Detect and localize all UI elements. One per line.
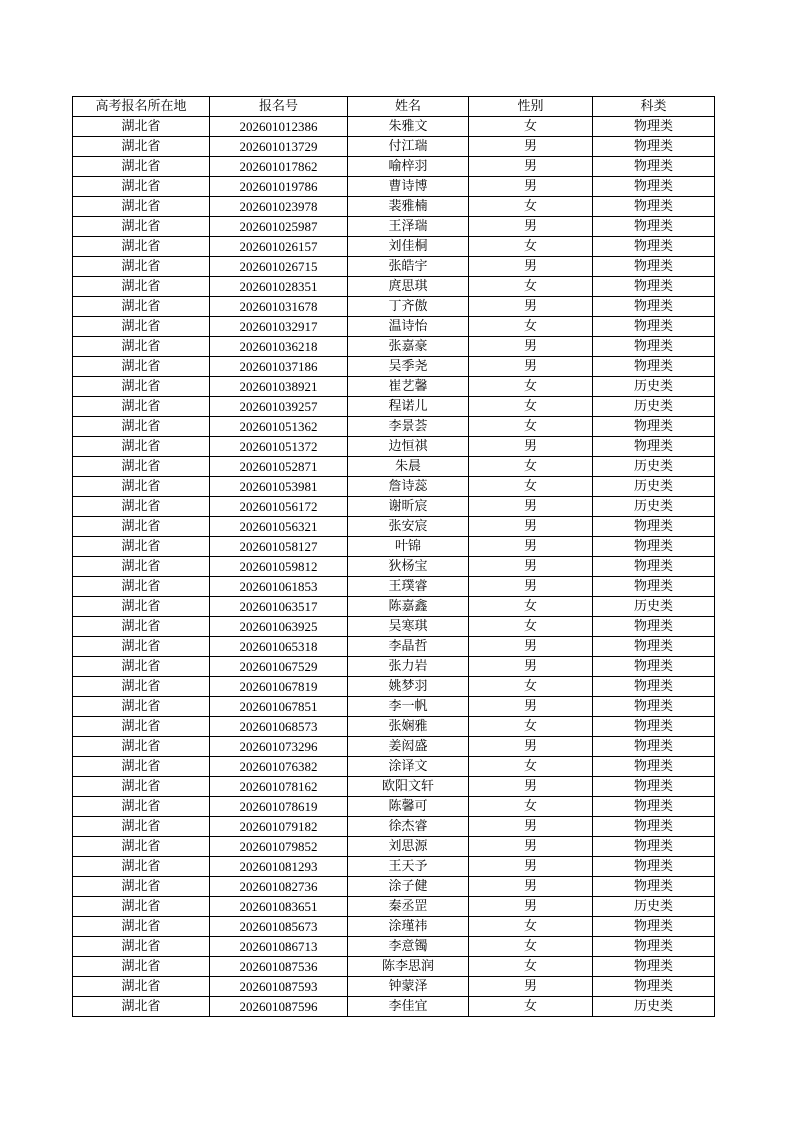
table-row	[73, 577, 715, 597]
table-row	[73, 537, 715, 557]
cell-gender: 女	[469, 597, 593, 617]
cell-name: 付江瑞	[348, 137, 469, 157]
cell-subject-category: 物理类	[593, 757, 715, 777]
cell-gender: 女	[469, 717, 593, 737]
cell-gender: 男	[469, 217, 593, 237]
cell-gender: 男	[469, 697, 593, 717]
cell-gender: 女	[469, 457, 593, 477]
cell-gender: 男	[469, 157, 593, 177]
cell-location: 湖北省	[73, 597, 210, 617]
cell-location: 湖北省	[73, 837, 210, 857]
table-row	[73, 117, 715, 137]
table-row	[73, 597, 715, 617]
cell-gender: 女	[469, 477, 593, 497]
cell-registration-number: 202601017862	[210, 157, 348, 177]
table-row	[73, 857, 715, 877]
cell-subject-category: 物理类	[593, 577, 715, 597]
admission-table	[72, 96, 715, 1017]
cell-name: 喻梓羽	[348, 157, 469, 177]
cell-location: 湖北省	[73, 897, 210, 917]
cell-subject-category: 物理类	[593, 337, 715, 357]
cell-gender: 男	[469, 337, 593, 357]
cell-location: 湖北省	[73, 317, 210, 337]
table-row	[73, 137, 715, 157]
cell-subject-category: 物理类	[593, 617, 715, 637]
cell-location: 湖北省	[73, 477, 210, 497]
cell-gender: 男	[469, 437, 593, 457]
cell-gender: 男	[469, 497, 593, 517]
header-location: 高考报名所在地	[73, 97, 210, 117]
cell-registration-number: 202601078619	[210, 797, 348, 817]
cell-name: 陈李思润	[348, 957, 469, 977]
cell-subject-category: 物理类	[593, 137, 715, 157]
cell-name: 程诺儿	[348, 397, 469, 417]
cell-name: 王泽瑞	[348, 217, 469, 237]
cell-subject-category: 物理类	[593, 677, 715, 697]
cell-location: 湖北省	[73, 857, 210, 877]
cell-registration-number: 202601086713	[210, 937, 348, 957]
cell-subject-category: 物理类	[593, 717, 715, 737]
cell-registration-number: 202601036218	[210, 337, 348, 357]
table-body	[73, 117, 715, 1017]
cell-name: 刘思源	[348, 837, 469, 857]
cell-registration-number: 202601061853	[210, 577, 348, 597]
cell-gender: 女	[469, 417, 593, 437]
cell-registration-number: 202601081293	[210, 857, 348, 877]
cell-gender: 男	[469, 517, 593, 537]
cell-location: 湖北省	[73, 757, 210, 777]
cell-gender: 男	[469, 357, 593, 377]
cell-subject-category: 物理类	[593, 537, 715, 557]
cell-gender: 女	[469, 277, 593, 297]
cell-name: 温诗怡	[348, 317, 469, 337]
cell-subject-category: 历史类	[593, 397, 715, 417]
cell-location: 湖北省	[73, 737, 210, 757]
cell-registration-number: 202601051362	[210, 417, 348, 437]
cell-location: 湖北省	[73, 457, 210, 477]
header-gender: 性别	[469, 97, 593, 117]
cell-location: 湖北省	[73, 997, 210, 1017]
table-row	[73, 977, 715, 997]
cell-location: 湖北省	[73, 937, 210, 957]
cell-subject-category: 物理类	[593, 857, 715, 877]
table-row	[73, 797, 715, 817]
cell-gender: 女	[469, 317, 593, 337]
cell-subject-category: 物理类	[593, 257, 715, 277]
cell-location: 湖北省	[73, 497, 210, 517]
table-row	[73, 357, 715, 377]
cell-name: 吴寒琪	[348, 617, 469, 637]
cell-subject-category: 物理类	[593, 157, 715, 177]
cell-gender: 男	[469, 657, 593, 677]
cell-location: 湖北省	[73, 517, 210, 537]
cell-subject-category: 历史类	[593, 477, 715, 497]
cell-registration-number: 202601065318	[210, 637, 348, 657]
cell-subject-category: 物理类	[593, 317, 715, 337]
cell-location: 湖北省	[73, 577, 210, 597]
cell-location: 湖北省	[73, 137, 210, 157]
cell-registration-number: 202601063925	[210, 617, 348, 637]
cell-location: 湖北省	[73, 157, 210, 177]
cell-registration-number: 202601067529	[210, 657, 348, 677]
cell-subject-category: 物理类	[593, 877, 715, 897]
cell-subject-category: 物理类	[593, 917, 715, 937]
cell-location: 湖北省	[73, 297, 210, 317]
cell-name: 涂瑾祎	[348, 917, 469, 937]
cell-registration-number: 202601023978	[210, 197, 348, 217]
cell-name: 姚梦羽	[348, 677, 469, 697]
table-row	[73, 637, 715, 657]
cell-subject-category: 物理类	[593, 217, 715, 237]
cell-gender: 男	[469, 777, 593, 797]
table-row	[73, 397, 715, 417]
cell-name: 李景荟	[348, 417, 469, 437]
cell-gender: 女	[469, 677, 593, 697]
table-header	[73, 97, 715, 117]
cell-gender: 男	[469, 837, 593, 857]
cell-subject-category: 物理类	[593, 737, 715, 757]
cell-name: 张力岩	[348, 657, 469, 677]
table-row	[73, 477, 715, 497]
table-row	[73, 257, 715, 277]
cell-name: 李晶哲	[348, 637, 469, 657]
cell-location: 湖北省	[73, 657, 210, 677]
cell-name: 丁齐傲	[348, 297, 469, 317]
cell-subject-category: 物理类	[593, 197, 715, 217]
cell-subject-category: 物理类	[593, 557, 715, 577]
cell-subject-category: 物理类	[593, 977, 715, 997]
table-row	[73, 917, 715, 937]
cell-subject-category: 物理类	[593, 937, 715, 957]
cell-subject-category: 物理类	[593, 697, 715, 717]
cell-subject-category: 物理类	[593, 837, 715, 857]
cell-location: 湖北省	[73, 637, 210, 657]
cell-name: 李佳宜	[348, 997, 469, 1017]
table-row	[73, 497, 715, 517]
cell-registration-number: 202601019786	[210, 177, 348, 197]
cell-subject-category: 物理类	[593, 177, 715, 197]
cell-registration-number: 202601039257	[210, 397, 348, 417]
table-row	[73, 757, 715, 777]
table-row	[73, 297, 715, 317]
cell-name: 叶锦	[348, 537, 469, 557]
cell-location: 湖北省	[73, 197, 210, 217]
cell-name: 钟蒙泽	[348, 977, 469, 997]
cell-gender: 男	[469, 897, 593, 917]
cell-name: 徐杰睿	[348, 817, 469, 837]
cell-registration-number: 202601087593	[210, 977, 348, 997]
cell-name: 张娴雅	[348, 717, 469, 737]
cell-gender: 男	[469, 257, 593, 277]
cell-location: 湖北省	[73, 537, 210, 557]
cell-subject-category: 历史类	[593, 897, 715, 917]
cell-location: 湖北省	[73, 977, 210, 997]
table-row	[73, 177, 715, 197]
cell-gender: 男	[469, 637, 593, 657]
cell-subject-category: 物理类	[593, 777, 715, 797]
table-row	[73, 677, 715, 697]
cell-gender: 女	[469, 237, 593, 257]
cell-registration-number: 202601026715	[210, 257, 348, 277]
cell-name: 庹思琪	[348, 277, 469, 297]
cell-name: 曹诗博	[348, 177, 469, 197]
table-row	[73, 517, 715, 537]
cell-registration-number: 202601032917	[210, 317, 348, 337]
table-row	[73, 317, 715, 337]
table-row	[73, 697, 715, 717]
cell-gender: 男	[469, 737, 593, 757]
header-subject-category: 科类	[593, 97, 715, 117]
cell-gender: 女	[469, 997, 593, 1017]
cell-gender: 女	[469, 757, 593, 777]
cell-registration-number: 202601056172	[210, 497, 348, 517]
cell-subject-category: 历史类	[593, 597, 715, 617]
cell-registration-number: 202601082736	[210, 877, 348, 897]
cell-registration-number: 202601067819	[210, 677, 348, 697]
table-row	[73, 997, 715, 1017]
cell-name: 陈嘉鑫	[348, 597, 469, 617]
cell-registration-number: 202601038921	[210, 377, 348, 397]
cell-name: 姜闳盛	[348, 737, 469, 757]
table-row	[73, 217, 715, 237]
cell-registration-number: 202601013729	[210, 137, 348, 157]
table-row	[73, 377, 715, 397]
cell-name: 朱雅文	[348, 117, 469, 137]
cell-registration-number: 202601087596	[210, 997, 348, 1017]
cell-location: 湖北省	[73, 717, 210, 737]
cell-subject-category: 物理类	[593, 297, 715, 317]
cell-registration-number: 202601058127	[210, 537, 348, 557]
cell-registration-number: 202601068573	[210, 717, 348, 737]
table-row	[73, 877, 715, 897]
cell-gender: 女	[469, 377, 593, 397]
cell-name: 边恒祺	[348, 437, 469, 457]
cell-name: 刘佳桐	[348, 237, 469, 257]
cell-subject-category: 物理类	[593, 957, 715, 977]
cell-name: 狄杨宝	[348, 557, 469, 577]
cell-registration-number: 202601051372	[210, 437, 348, 457]
cell-name: 谢昕宸	[348, 497, 469, 517]
cell-name: 陈馨可	[348, 797, 469, 817]
cell-location: 湖北省	[73, 437, 210, 457]
table-row	[73, 837, 715, 857]
cell-gender: 男	[469, 177, 593, 197]
table-row	[73, 337, 715, 357]
table-row	[73, 937, 715, 957]
table-row	[73, 157, 715, 177]
cell-name: 裴雅楠	[348, 197, 469, 217]
cell-subject-category: 历史类	[593, 497, 715, 517]
cell-name: 李一帆	[348, 697, 469, 717]
cell-registration-number: 202601059812	[210, 557, 348, 577]
cell-name: 崔艺馨	[348, 377, 469, 397]
cell-subject-category: 物理类	[593, 437, 715, 457]
cell-gender: 女	[469, 617, 593, 637]
header-name: 姓名	[348, 97, 469, 117]
cell-name: 朱晨	[348, 457, 469, 477]
cell-registration-number: 202601056321	[210, 517, 348, 537]
cell-registration-number: 202601028351	[210, 277, 348, 297]
table-row	[73, 417, 715, 437]
table-row	[73, 737, 715, 757]
cell-location: 湖北省	[73, 357, 210, 377]
table-row	[73, 657, 715, 677]
cell-location: 湖北省	[73, 917, 210, 937]
table-row	[73, 957, 715, 977]
cell-location: 湖北省	[73, 377, 210, 397]
table-row	[73, 557, 715, 577]
cell-subject-category: 物理类	[593, 417, 715, 437]
cell-location: 湖北省	[73, 677, 210, 697]
cell-subject-category: 历史类	[593, 457, 715, 477]
cell-gender: 男	[469, 557, 593, 577]
table-row	[73, 437, 715, 457]
cell-gender: 女	[469, 917, 593, 937]
cell-name: 秦丞罡	[348, 897, 469, 917]
cell-subject-category: 历史类	[593, 377, 715, 397]
cell-name: 詹诗蕊	[348, 477, 469, 497]
cell-location: 湖北省	[73, 417, 210, 437]
cell-name: 涂子健	[348, 877, 469, 897]
cell-registration-number: 202601012386	[210, 117, 348, 137]
cell-gender: 男	[469, 297, 593, 317]
cell-name: 王璞睿	[348, 577, 469, 597]
cell-registration-number: 202601052871	[210, 457, 348, 477]
cell-location: 湖北省	[73, 557, 210, 577]
cell-location: 湖北省	[73, 797, 210, 817]
cell-gender: 女	[469, 797, 593, 817]
table-row	[73, 197, 715, 217]
cell-registration-number: 202601076382	[210, 757, 348, 777]
cell-subject-category: 物理类	[593, 817, 715, 837]
cell-gender: 男	[469, 577, 593, 597]
cell-gender: 男	[469, 977, 593, 997]
cell-name: 欧阳文轩	[348, 777, 469, 797]
cell-location: 湖北省	[73, 277, 210, 297]
cell-location: 湖北省	[73, 617, 210, 637]
cell-name: 涂译文	[348, 757, 469, 777]
cell-location: 湖北省	[73, 337, 210, 357]
cell-gender: 男	[469, 857, 593, 877]
cell-location: 湖北省	[73, 117, 210, 137]
cell-name: 张皓宇	[348, 257, 469, 277]
cell-location: 湖北省	[73, 237, 210, 257]
cell-gender: 男	[469, 877, 593, 897]
cell-registration-number: 202601085673	[210, 917, 348, 937]
header-row	[73, 97, 715, 117]
cell-subject-category: 历史类	[593, 997, 715, 1017]
cell-registration-number: 202601079852	[210, 837, 348, 857]
cell-name: 吴季尧	[348, 357, 469, 377]
cell-gender: 女	[469, 957, 593, 977]
cell-registration-number: 202601073296	[210, 737, 348, 757]
cell-subject-category: 物理类	[593, 117, 715, 137]
cell-registration-number: 202601037186	[210, 357, 348, 377]
cell-registration-number: 202601078162	[210, 777, 348, 797]
cell-name: 李意镯	[348, 937, 469, 957]
cell-location: 湖北省	[73, 777, 210, 797]
table-row	[73, 237, 715, 257]
cell-registration-number: 202601067851	[210, 697, 348, 717]
cell-location: 湖北省	[73, 697, 210, 717]
cell-subject-category: 物理类	[593, 237, 715, 257]
table-row	[73, 817, 715, 837]
cell-subject-category: 物理类	[593, 637, 715, 657]
table-row	[73, 717, 715, 737]
cell-registration-number: 202601025987	[210, 217, 348, 237]
cell-registration-number: 202601063517	[210, 597, 348, 617]
cell-subject-category: 物理类	[593, 797, 715, 817]
cell-gender: 女	[469, 117, 593, 137]
cell-registration-number: 202601079182	[210, 817, 348, 837]
cell-name: 张安宸	[348, 517, 469, 537]
cell-gender: 女	[469, 397, 593, 417]
cell-location: 湖北省	[73, 177, 210, 197]
table-row	[73, 617, 715, 637]
cell-location: 湖北省	[73, 877, 210, 897]
cell-gender: 女	[469, 937, 593, 957]
table-row	[73, 277, 715, 297]
cell-registration-number: 202601083651	[210, 897, 348, 917]
cell-registration-number: 202601026157	[210, 237, 348, 257]
table-row	[73, 777, 715, 797]
cell-gender: 男	[469, 137, 593, 157]
cell-location: 湖北省	[73, 817, 210, 837]
cell-gender: 男	[469, 537, 593, 557]
cell-gender: 女	[469, 197, 593, 217]
cell-subject-category: 物理类	[593, 277, 715, 297]
cell-registration-number: 202601087536	[210, 957, 348, 977]
cell-subject-category: 物理类	[593, 517, 715, 537]
cell-location: 湖北省	[73, 397, 210, 417]
cell-name: 王天予	[348, 857, 469, 877]
cell-name: 张嘉豪	[348, 337, 469, 357]
cell-subject-category: 物理类	[593, 657, 715, 677]
table-row	[73, 457, 715, 477]
cell-registration-number: 202601053981	[210, 477, 348, 497]
cell-gender: 男	[469, 817, 593, 837]
cell-location: 湖北省	[73, 957, 210, 977]
cell-location: 湖北省	[73, 217, 210, 237]
cell-location: 湖北省	[73, 257, 210, 277]
cell-registration-number: 202601031678	[210, 297, 348, 317]
table-row	[73, 897, 715, 917]
cell-subject-category: 物理类	[593, 357, 715, 377]
header-registration-number: 报名号	[210, 97, 348, 117]
